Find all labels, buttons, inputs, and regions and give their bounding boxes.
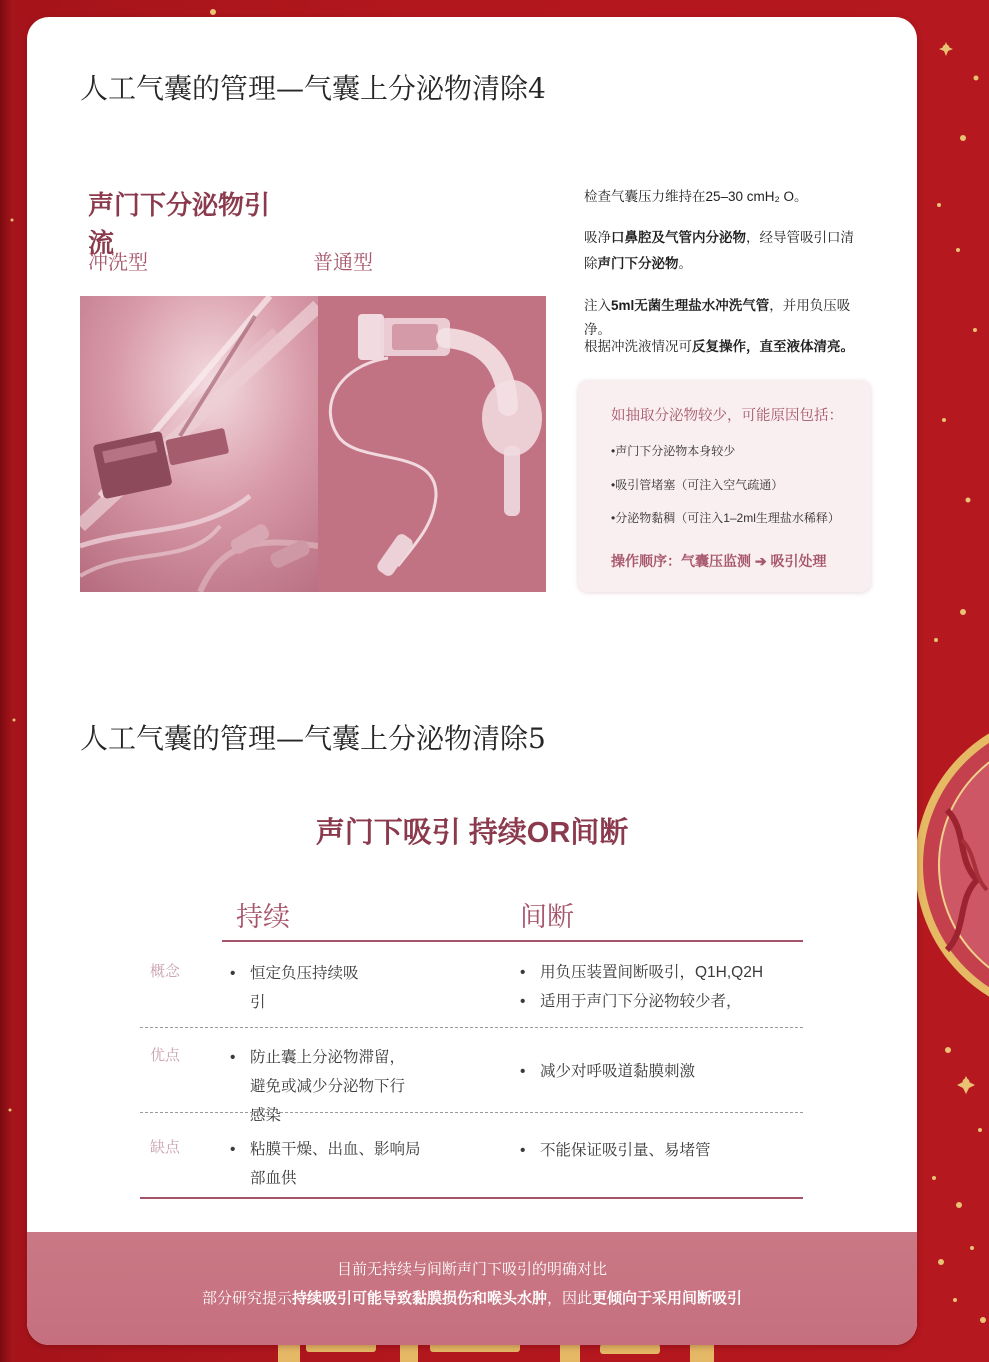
note-text: 净。 (584, 322, 611, 337)
bullet-line: • 减少对呼吸道黏膜刺激 (540, 1063, 696, 1080)
disadvantages-intermittent-cell (520, 1136, 711, 1165)
callout-heading: 如抽取分泌物较少，可能原因包括： (611, 408, 843, 424)
note-text: ，经导管吸引口清 (746, 230, 854, 245)
note-line (584, 251, 854, 277)
bullet-line: • 防止囊上分泌物滞留， (250, 1049, 406, 1066)
bullet-item (520, 987, 763, 1016)
bullet-item (520, 958, 763, 987)
row-label-disadvantages: 缺点 (150, 1139, 181, 1156)
row-divider (140, 1027, 803, 1028)
note-bold-text: 反复操作 (692, 339, 746, 354)
note-text: 。 (678, 256, 692, 271)
note-text: ， (746, 339, 760, 354)
note-suction (584, 225, 854, 277)
bullet-line: 避免或减少分泌物下行 (250, 1078, 406, 1095)
bullet-line: • 恒定负压持续吸 (250, 965, 359, 982)
note-text: 吸净 (584, 230, 611, 245)
note-cuff-pressure (584, 188, 808, 206)
low-secretion-callout (578, 380, 871, 592)
note-bold-text: 5ml无菌生理盐水冲洗气管 (611, 298, 770, 313)
callout-item: •吸引管堵塞（可注入空气疏通） (611, 478, 784, 492)
conclusion-bold-text: 更倾向于采用间断吸引 (592, 1290, 743, 1307)
flush-type-tube-photo (80, 296, 318, 592)
slide-card (27, 17, 917, 1345)
advantages-intermittent-cell (520, 1057, 695, 1086)
header-divider (222, 940, 803, 942)
tube-photo-panel (80, 296, 546, 592)
conclusion-banner (27, 1232, 917, 1345)
note-bold-text: 声门下分泌物 (597, 256, 679, 271)
bullet-item (520, 1057, 695, 1086)
note-text: 除 (584, 256, 598, 271)
conclusion-text: 部分研究提示 (201, 1290, 292, 1307)
bullet-item (230, 959, 359, 1017)
note-line (584, 294, 850, 318)
note-repeat (584, 338, 854, 356)
note-bold-text: 口鼻腔及气管内分泌物 (611, 230, 746, 245)
row-divider (140, 1112, 803, 1113)
comparison-heading: 声门下吸引 持续OR间断 (315, 817, 629, 849)
column-header-intermittent: 间断 (520, 902, 574, 932)
bullet-line: 引 (250, 994, 266, 1011)
callout-sequence: 操作顺序：气囊压监测 ➔ 吸引处理 (611, 553, 827, 569)
bullet-line: • 用负压装置间断吸引，Q1H,Q2H (540, 964, 764, 981)
conclusion-bold-text: 持续吸引可能导致黏膜损伤和喉头水肿 (291, 1290, 547, 1307)
note-text: 注入 (584, 298, 611, 313)
slide-1-title: 人工气囊的管理—气囊上分泌物清除4 (80, 72, 546, 105)
bullet-item (230, 1043, 405, 1130)
bullet-line: • 适用于声门下分泌物较少者， (540, 993, 742, 1010)
flush-type-label: 冲洗型 (88, 252, 148, 274)
row-label-advantages: 优点 (150, 1047, 181, 1064)
bullet-item (520, 1136, 711, 1165)
drainage-heading: 声门下分泌物引流 (88, 190, 271, 258)
conclusion-text: ，因此 (547, 1290, 593, 1307)
note-text: 根据冲洗液情况可 (584, 339, 692, 354)
column-header-continuous: 持续 (236, 902, 290, 932)
standard-type-label: 普通型 (313, 252, 373, 274)
note-rinse (584, 294, 850, 342)
table-bottom-divider (140, 1197, 803, 1199)
disadvantages-continuous-cell (230, 1135, 421, 1193)
callout-item: •声门下分泌物本身较少 (611, 444, 736, 458)
advantages-continuous-cell (230, 1043, 405, 1130)
concept-intermittent-cell (520, 958, 763, 1016)
note-line (584, 225, 854, 251)
note-bold-text: 直至液体清亮。 (759, 339, 854, 354)
standard-type-tube-photo (318, 296, 546, 592)
row-label-concept: 概念 (150, 963, 181, 980)
bullet-line: • 不能保证吸引量、易堵管 (540, 1142, 711, 1159)
note-text: ，并用负压吸 (769, 298, 851, 313)
slide-2-title: 人工气囊的管理—气囊上分泌物清除5 (80, 722, 546, 755)
concept-continuous-cell (230, 959, 359, 1017)
bullet-line: • 粘膜干燥、出血、影响局 (250, 1141, 421, 1158)
bullet-item (230, 1135, 421, 1193)
conclusion-line (27, 1284, 917, 1313)
note-text: 检查气囊压力维持在25–30 cmH₂ O。 (584, 189, 808, 204)
callout-item: •分泌物黏稠（可注入1–2ml生理盐水稀释） (611, 511, 840, 525)
bullet-line: 感染 (250, 1107, 282, 1124)
conclusion-line: 目前无持续与间断声门下吸引的明确对比 (336, 1261, 607, 1278)
bullet-line: 部血供 (250, 1170, 297, 1187)
gold-ring-decoration (917, 690, 989, 1040)
